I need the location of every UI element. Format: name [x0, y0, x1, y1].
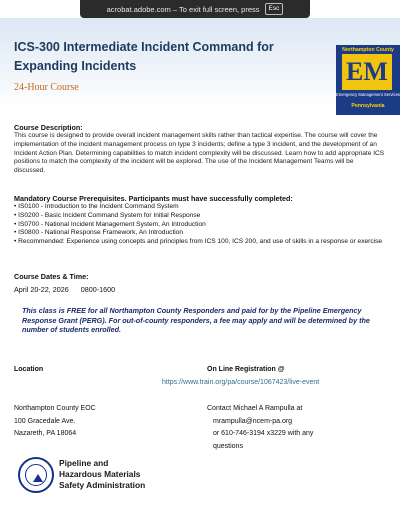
- list-item: • IS0100 - Introduction to the Incident Command System: [14, 203, 179, 210]
- list-item: • IS0200 - Basic Incident Command System for Initial Response: [14, 211, 201, 219]
- address-line: Nazareth, PA 18064: [14, 430, 77, 437]
- contact-info: [207, 403, 387, 453]
- list-item: • IS0800 - National Response Framework, An Introduction: [14, 229, 184, 237]
- page-title: ICS-300 Intermediate Incident Command for Expanding Incidents: [14, 40, 274, 73]
- registration-heading: On Line Registration @: [207, 366, 285, 373]
- course-dates: [14, 285, 115, 294]
- phmsa-logo: [14, 455, 174, 507]
- dot-seal-icon: [18, 457, 54, 493]
- logo-middle-text: Emergency Management Services: [336, 92, 400, 97]
- logo-em-mark: EM: [342, 54, 392, 90]
- phmsa-line: Hazardous Materials: [59, 469, 141, 479]
- description-text: This course is designed to provide overall incident management skills rather than tactical expertise. The course will cover the implementation of the incident management process on type 3 incidents; define a type 3 incident, and the development of an Incident Action Plan. Determining capabilities to match incident complexity will be discussed. Learn how to add appropriate ICS positions to match the complexity of the incident will be explored. The use of the Incident Management Teams will be discussed.: [14, 132, 385, 175]
- location-address: [14, 403, 96, 441]
- dates-heading: Course Dates & Time:: [14, 272, 89, 281]
- logo-top-text: Northampton County: [342, 47, 394, 53]
- esc-key-badge[interactable]: Esc: [265, 3, 284, 15]
- page-header: [0, 18, 400, 110]
- prereq-heading: Mandatory Course Prerequisites. Participants must have successfully completed:: [14, 194, 293, 203]
- address-line: 100 Gracedale Ave.: [14, 417, 76, 425]
- address-line: Northampton County EOC: [14, 405, 96, 412]
- registration-link[interactable]: https://www.train.org/pa/course/1067423/live-event: [162, 379, 320, 386]
- list-item: • Recommended: Experience using concepts and principles from ICS 100, ICS 200, and use of skills in a response or exercise: [14, 238, 383, 246]
- contact-line: Contact Michael A Rampulla at: [207, 405, 303, 412]
- fullscreen-banner-text: acrobat.adobe.com – To exit full screen, press: [106, 4, 260, 14]
- course-date: April 20-22, 2026: [14, 285, 69, 294]
- phmsa-line: Pipeline and: [59, 458, 109, 468]
- contact-line: questions: [213, 442, 243, 450]
- logo-bottom-text: Pennsylvania: [351, 103, 385, 109]
- free-notice: This class is FREE for all Northampton County Responders and paid for by the Pipeline Emergency Response Grant (PERG). For out-of-county responders, a fee may apply and will be determined by the number of students enrolled.: [22, 306, 370, 335]
- phmsa-name: [59, 458, 145, 491]
- prereq-list: [14, 203, 386, 247]
- contact-email[interactable]: mrampulla@ncem-pa.org: [213, 417, 293, 425]
- contact-phone: or 610-746-3194 x3229 with any: [213, 430, 314, 437]
- em-logo: [336, 45, 400, 115]
- course-time: 0800-1600: [80, 285, 116, 294]
- list-item: • IS0700 - National Incident Management System, An Introduction: [14, 220, 206, 228]
- fullscreen-banner: [80, 0, 310, 18]
- description-heading: Course Description:: [14, 123, 83, 132]
- phmsa-line: Safety Administration: [59, 480, 146, 490]
- location-heading: Location: [14, 366, 44, 373]
- course-duration: 24-Hour Course: [14, 82, 79, 93]
